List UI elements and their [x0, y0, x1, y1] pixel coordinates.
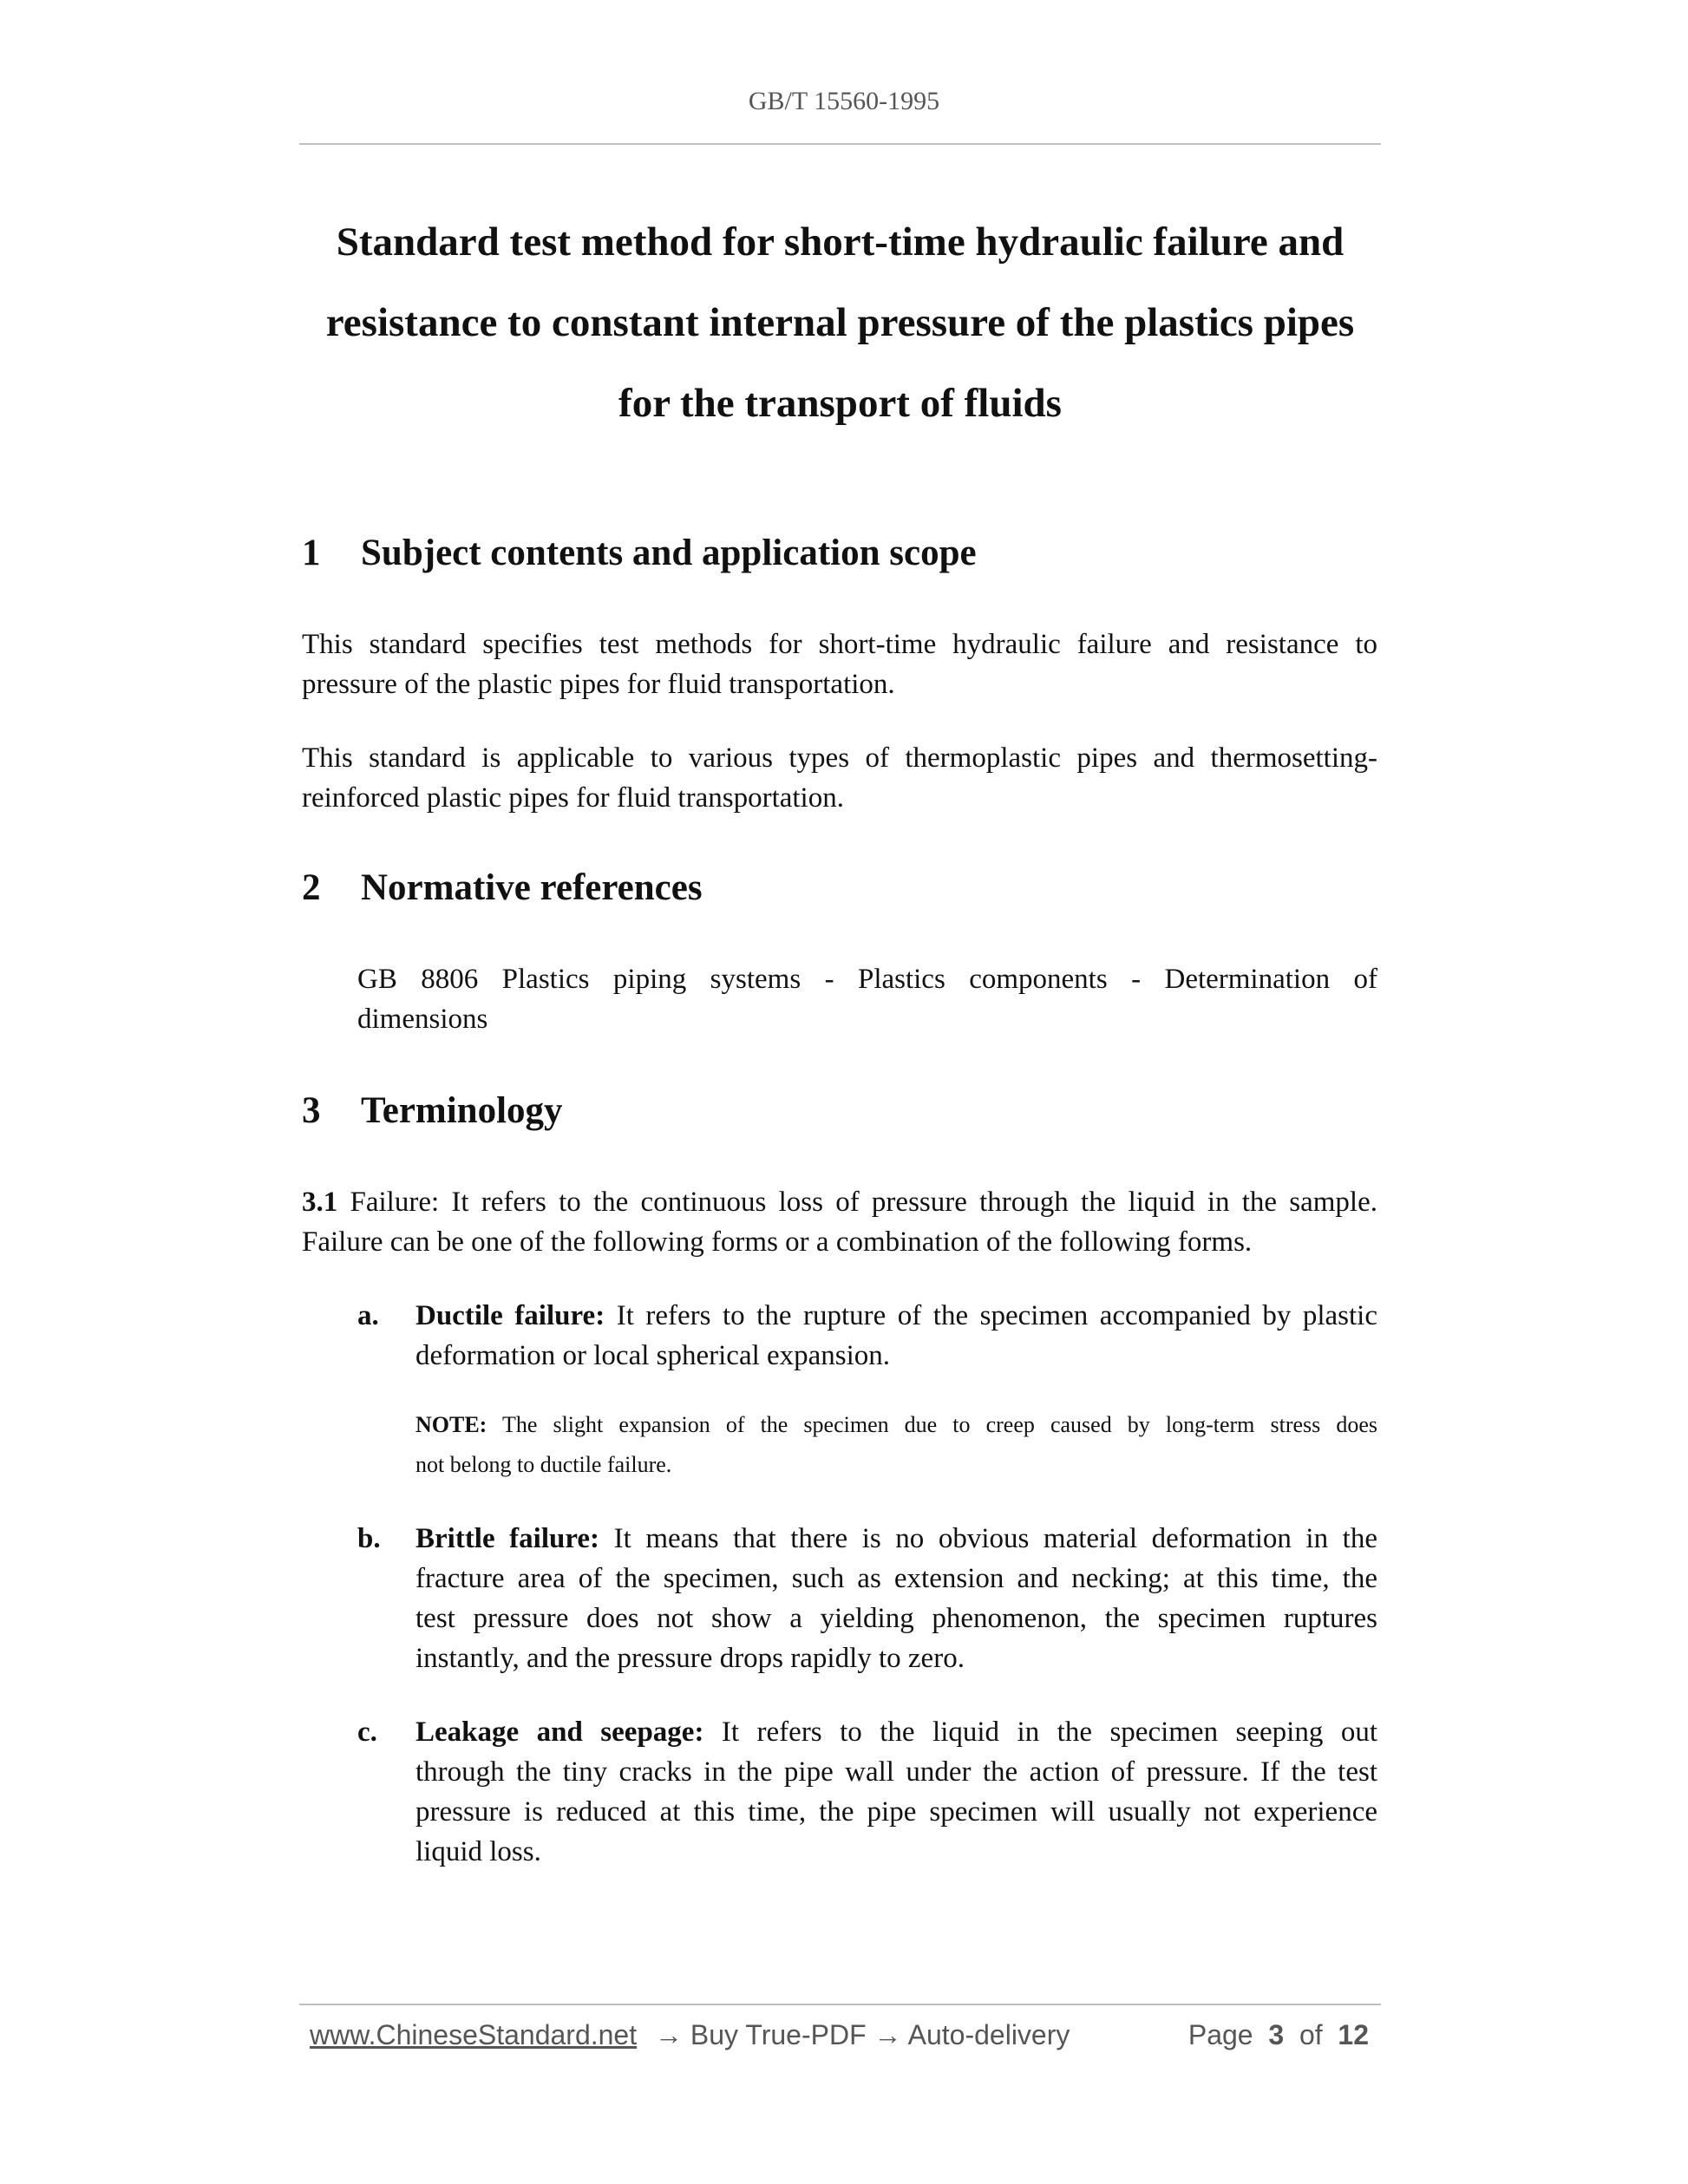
site-link[interactable]: www.ChineseStandard.net	[310, 2019, 638, 2050]
reference-line: dimensions	[357, 1004, 488, 1035]
note-label: NOTE:	[415, 1412, 487, 1437]
section-title: Terminology	[361, 1090, 563, 1131]
total-page-count: 12	[1338, 2019, 1369, 2050]
reference-line: GB 8806 Plastics piping systems - Plastics components - Determination of	[357, 964, 1377, 995]
list-item-letter: c.	[357, 1716, 377, 1748]
paragraph-line: This standard is applicable to various types of thermoplastic pipes and thermosetting-	[302, 742, 1377, 774]
footer-divider	[299, 2004, 1381, 2005]
section-number: 1	[302, 533, 321, 573]
list-item-line: deformation or local spherical expansion.	[415, 1340, 891, 1371]
normative-reference-gb8806	[357, 959, 1377, 1039]
list-item-line: through the tiny cracks in the pipe wall under the action of pressure. If the test	[415, 1756, 1377, 1788]
list-item-term: Brittle failure:	[415, 1523, 600, 1554]
list-item-line: liquid loss.	[415, 1836, 541, 1867]
section-number: 2	[302, 867, 321, 908]
document-title	[299, 202, 1381, 444]
clause-line	[302, 1182, 1377, 1222]
paragraph-line: This standard specifies test methods for short-time hydraulic failure and resistance to	[302, 629, 1377, 660]
purchase-chain-text: → Buy True-PDF → Auto-delivery	[655, 2019, 1070, 2050]
list-item-line: fracture area of the specimen, such as extension and necking; at this time, the	[415, 1563, 1377, 1594]
running-header-code: GB/T 15560-1995	[748, 87, 940, 115]
section-title: Normative references	[361, 867, 703, 908]
page-footer	[310, 2019, 1373, 2063]
list-item-body	[415, 1519, 1377, 1678]
section-2-heading	[302, 864, 703, 912]
list-item-line: instantly, and the pressure drops rapidly to zero.	[415, 1643, 965, 1674]
page-word: Page	[1187, 2019, 1253, 2050]
section-1-heading	[302, 529, 977, 578]
title-line: resistance to constant internal pressure of the plastics pipes	[325, 300, 1355, 345]
title-line: for the transport of fluids	[618, 381, 1062, 426]
list-item-term: Leakage and seepage:	[415, 1716, 704, 1748]
list-item-body	[415, 1712, 1377, 1872]
note-line: not belong to ductile failure.	[415, 1452, 672, 1477]
note-block	[415, 1405, 1377, 1485]
section-title: Subject contents and application scope	[361, 533, 977, 573]
list-item-text: It means that there is no obvious material deformation in the	[599, 1523, 1377, 1554]
section-3-heading	[302, 1087, 563, 1135]
clause-3-1	[302, 1182, 1377, 1262]
section-1-paragraph-2	[302, 738, 1377, 818]
note-line	[415, 1405, 1377, 1445]
clause-number: 3.1	[302, 1187, 338, 1218]
paragraph-line: pressure of the plastic pipes for fluid transportation.	[302, 669, 895, 700]
list-item-line: test pressure does not show a yielding phenomenon, the specimen ruptures	[415, 1603, 1377, 1634]
header-divider	[299, 143, 1381, 145]
current-page-number: 3	[1268, 2019, 1285, 2050]
page-indicator	[1188, 2019, 1369, 2051]
section-number: 3	[302, 1090, 321, 1131]
note-text: The slight expansion of the specimen due to creep caused by long-term stress does	[487, 1412, 1377, 1437]
list-item-line	[415, 1519, 1377, 1559]
list-item-text: It refers to the liquid in the specimen seeping out	[703, 1716, 1377, 1748]
list-item-line	[415, 1712, 1377, 1752]
section-1-paragraph-1	[302, 624, 1377, 704]
list-item-body	[415, 1296, 1377, 1376]
clause-text: Failure: It refers to the continuous loss of pressure through the liquid in the sample.	[337, 1187, 1377, 1218]
list-item-letter: b.	[357, 1523, 381, 1554]
title-line: Standard test method for short-time hydraulic failure and	[336, 219, 1345, 265]
list-item-text: It refers to the rupture of the specimen accompanied by plastic	[605, 1300, 1377, 1331]
paragraph-line: reinforced plastic pipes for fluid transportation.	[302, 782, 844, 814]
list-item-term: Ductile failure:	[415, 1300, 605, 1331]
list-item-line	[415, 1296, 1377, 1336]
clause-line: Failure can be one of the following forms or a combination of the following forms.	[302, 1226, 1253, 1258]
of-word: of	[1299, 2019, 1323, 2050]
list-item-letter: a.	[357, 1300, 379, 1331]
list-item-line: pressure is reduced at this time, the pipe specimen will usually not experience	[415, 1796, 1377, 1828]
